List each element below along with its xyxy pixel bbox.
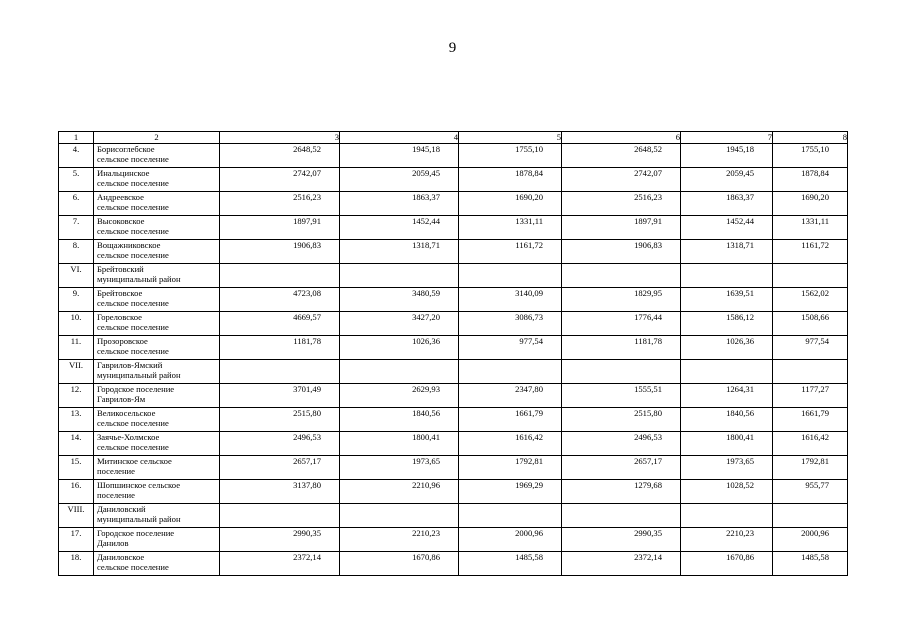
- row-name-line: поселение: [97, 466, 135, 477]
- row-number: 10.: [59, 312, 94, 336]
- value-cell: 2516,23: [220, 192, 340, 216]
- value-cell: 2059,45: [681, 168, 773, 192]
- table-row: [59, 192, 848, 216]
- row-number: VI.: [59, 264, 94, 288]
- value-cell: 1840,56: [340, 408, 459, 432]
- value-cell: 3427,20: [340, 312, 459, 336]
- table-row: [59, 432, 848, 456]
- value-cell: 1452,44: [340, 216, 459, 240]
- value-cell: 4723,08: [220, 288, 340, 312]
- value-cell: 1562,02: [773, 288, 848, 312]
- value-cell: 1969,29: [459, 480, 562, 504]
- value-cell: 1945,18: [681, 144, 773, 168]
- row-name-line: Гаврилов-Ям: [97, 394, 146, 405]
- value-cell: 2347,80: [459, 384, 562, 408]
- value-cell: 1485,58: [773, 552, 848, 576]
- table-row: [59, 384, 848, 408]
- row-name: [94, 432, 220, 456]
- value-cell: [773, 504, 848, 528]
- value-cell: 1161,72: [773, 240, 848, 264]
- value-cell: 1026,36: [340, 336, 459, 360]
- row-number: 8.: [59, 240, 94, 264]
- row-name: [94, 144, 220, 168]
- header-cell: 2: [94, 132, 220, 144]
- row-name-line: Митинское сельское: [97, 456, 172, 466]
- row-name-line: Даниловский: [97, 504, 146, 514]
- value-cell: 2990,35: [220, 528, 340, 552]
- row-name-line: поселение: [97, 490, 135, 501]
- row-number: 14.: [59, 432, 94, 456]
- row-name-line: Великосельское: [97, 408, 156, 418]
- value-cell: 1690,20: [459, 192, 562, 216]
- row-name-line: Данилов: [97, 538, 129, 549]
- value-cell: 1863,37: [681, 192, 773, 216]
- value-cell: [681, 360, 773, 384]
- value-cell: 4669,57: [220, 312, 340, 336]
- row-number: 12.: [59, 384, 94, 408]
- value-cell: 2516,23: [562, 192, 681, 216]
- value-cell: 1508,66: [773, 312, 848, 336]
- table-row: [59, 240, 848, 264]
- value-cell: 1661,79: [773, 408, 848, 432]
- row-name: [94, 552, 220, 576]
- row-name-line: Брейтовский: [97, 264, 144, 274]
- value-cell: [681, 264, 773, 288]
- value-cell: 1755,10: [773, 144, 848, 168]
- value-cell: [773, 264, 848, 288]
- value-cell: [562, 360, 681, 384]
- value-cell: [773, 360, 848, 384]
- value-cell: 2742,07: [562, 168, 681, 192]
- value-cell: [459, 264, 562, 288]
- value-cell: 1661,79: [459, 408, 562, 432]
- value-cell: 1973,65: [681, 456, 773, 480]
- row-number: 13.: [59, 408, 94, 432]
- value-cell: 2515,80: [562, 408, 681, 432]
- row-name: [94, 168, 220, 192]
- value-cell: 3480,59: [340, 288, 459, 312]
- row-name: [94, 384, 220, 408]
- value-cell: 1161,72: [459, 240, 562, 264]
- table-row: [59, 456, 848, 480]
- row-name-line: Борисоглебское: [97, 144, 155, 154]
- table-row: [59, 168, 848, 192]
- row-name: [94, 456, 220, 480]
- value-cell: [220, 504, 340, 528]
- value-cell: [562, 264, 681, 288]
- row-name-line: Инальцинское: [97, 168, 150, 178]
- value-cell: 2742,07: [220, 168, 340, 192]
- header-row: [59, 132, 848, 144]
- value-cell: 1485,58: [459, 552, 562, 576]
- value-cell: 1906,83: [562, 240, 681, 264]
- row-name: [94, 216, 220, 240]
- value-cell: 1279,68: [562, 480, 681, 504]
- value-cell: 1829,95: [562, 288, 681, 312]
- row-name-line: сельское поселение: [97, 202, 169, 213]
- value-cell: 1181,78: [562, 336, 681, 360]
- row-name-line: сельское поселение: [97, 322, 169, 333]
- table-row: [59, 264, 848, 288]
- row-name-line: Даниловское: [97, 552, 145, 562]
- row-name-line: Прозоровское: [97, 336, 148, 346]
- row-name: [94, 192, 220, 216]
- row-name-line: сельское поселение: [97, 442, 169, 453]
- row-number: VII.: [59, 360, 94, 384]
- value-cell: 1906,83: [220, 240, 340, 264]
- value-cell: 1639,51: [681, 288, 773, 312]
- value-cell: 2629,93: [340, 384, 459, 408]
- row-number: 18.: [59, 552, 94, 576]
- row-name-line: сельское поселение: [97, 298, 169, 309]
- value-cell: 2059,45: [340, 168, 459, 192]
- value-cell: 1792,81: [459, 456, 562, 480]
- row-name-line: Брейтовское: [97, 288, 143, 298]
- row-name-line: сельское поселение: [97, 346, 169, 357]
- value-cell: 1026,36: [681, 336, 773, 360]
- value-cell: 2648,52: [562, 144, 681, 168]
- row-name-line: Шопшинское сельское: [97, 480, 181, 490]
- value-cell: 977,54: [773, 336, 848, 360]
- row-name-line: сельское поселение: [97, 250, 169, 261]
- value-cell: 3140,09: [459, 288, 562, 312]
- value-cell: 1755,10: [459, 144, 562, 168]
- value-cell: [340, 360, 459, 384]
- table-row: [59, 528, 848, 552]
- value-cell: 1555,51: [562, 384, 681, 408]
- row-name: [94, 408, 220, 432]
- header-cell: 4: [340, 132, 459, 144]
- value-cell: 2210,23: [681, 528, 773, 552]
- value-cell: 1897,91: [562, 216, 681, 240]
- row-number: 5.: [59, 168, 94, 192]
- table-row: [59, 552, 848, 576]
- value-cell: 977,54: [459, 336, 562, 360]
- row-name-line: Заячье-Холмское: [97, 432, 160, 442]
- value-cell: 1670,86: [681, 552, 773, 576]
- value-cell: 2657,17: [562, 456, 681, 480]
- value-cell: 1670,86: [340, 552, 459, 576]
- value-cell: 1792,81: [773, 456, 848, 480]
- value-cell: 1586,12: [681, 312, 773, 336]
- row-name-line: Гореловское: [97, 312, 142, 322]
- row-name: [94, 360, 220, 384]
- data-table: [58, 131, 848, 576]
- value-cell: 1973,65: [340, 456, 459, 480]
- value-cell: 2657,17: [220, 456, 340, 480]
- value-cell: 3701,49: [220, 384, 340, 408]
- row-number: 15.: [59, 456, 94, 480]
- value-cell: 1318,71: [340, 240, 459, 264]
- header-cell: 5: [459, 132, 562, 144]
- value-cell: 1452,44: [681, 216, 773, 240]
- header-cell: 7: [681, 132, 773, 144]
- page-number: 9: [448, 40, 457, 56]
- row-number: 4.: [59, 144, 94, 168]
- value-cell: 2648,52: [220, 144, 340, 168]
- value-cell: 1897,91: [220, 216, 340, 240]
- row-name: [94, 312, 220, 336]
- table-row: [59, 480, 848, 504]
- value-cell: [220, 264, 340, 288]
- value-cell: 1800,41: [340, 432, 459, 456]
- table-row: [59, 360, 848, 384]
- value-cell: 1181,78: [220, 336, 340, 360]
- value-cell: 1863,37: [340, 192, 459, 216]
- value-cell: 1028,52: [681, 480, 773, 504]
- row-number: 7.: [59, 216, 94, 240]
- value-cell: [459, 360, 562, 384]
- value-cell: 1331,11: [459, 216, 562, 240]
- table-row: [59, 216, 848, 240]
- value-cell: 1331,11: [773, 216, 848, 240]
- value-cell: 2000,96: [459, 528, 562, 552]
- value-cell: 1878,84: [773, 168, 848, 192]
- row-number: VIII.: [59, 504, 94, 528]
- row-name-line: сельское поселение: [97, 154, 169, 165]
- row-name: [94, 264, 220, 288]
- header-cell: 6: [562, 132, 681, 144]
- value-cell: [220, 360, 340, 384]
- value-cell: [459, 504, 562, 528]
- value-cell: 1616,42: [773, 432, 848, 456]
- value-cell: 1177,27: [773, 384, 848, 408]
- value-cell: 1840,56: [681, 408, 773, 432]
- value-cell: 2990,35: [562, 528, 681, 552]
- value-cell: 1264,31: [681, 384, 773, 408]
- value-cell: 2496,53: [220, 432, 340, 456]
- row-name-line: Высоковское: [97, 216, 145, 226]
- row-number: 11.: [59, 336, 94, 360]
- value-cell: 2496,53: [562, 432, 681, 456]
- value-cell: [681, 504, 773, 528]
- row-name-line: муниципальный район: [97, 370, 181, 381]
- row-name-line: муниципальный район: [97, 274, 181, 285]
- row-name: [94, 528, 220, 552]
- value-cell: 2372,14: [562, 552, 681, 576]
- value-cell: 955,77: [773, 480, 848, 504]
- row-number: 9.: [59, 288, 94, 312]
- header-cell: 1: [59, 132, 94, 144]
- value-cell: 3137,80: [220, 480, 340, 504]
- value-cell: 2210,23: [340, 528, 459, 552]
- row-name-line: муниципальный район: [97, 514, 181, 525]
- row-name: [94, 336, 220, 360]
- value-cell: [340, 264, 459, 288]
- value-cell: 3086,73: [459, 312, 562, 336]
- row-name-line: сельское поселение: [97, 418, 169, 429]
- value-cell: [562, 504, 681, 528]
- value-cell: 1878,84: [459, 168, 562, 192]
- table-row: [59, 336, 848, 360]
- value-cell: 2515,80: [220, 408, 340, 432]
- value-cell: 2000,96: [773, 528, 848, 552]
- row-name-line: сельское поселение: [97, 226, 169, 237]
- row-name-line: Андреевское: [97, 192, 144, 202]
- header-cell: 8: [773, 132, 848, 144]
- value-cell: 2210,96: [340, 480, 459, 504]
- value-cell: 1690,20: [773, 192, 848, 216]
- row-name-line: Городское поселение: [97, 528, 175, 538]
- row-name-line: Вощажниковское: [97, 240, 161, 250]
- row-name-line: сельское поселение: [97, 562, 169, 573]
- table-row: [59, 408, 848, 432]
- header-cell: 3: [220, 132, 340, 144]
- row-name-line: сельское поселение: [97, 178, 169, 189]
- row-name-line: Городское поселение: [97, 384, 175, 394]
- table-row: [59, 288, 848, 312]
- row-number: 16.: [59, 480, 94, 504]
- value-cell: 1616,42: [459, 432, 562, 456]
- table-row: [59, 312, 848, 336]
- row-name: [94, 240, 220, 264]
- table-row: [59, 504, 848, 528]
- row-name: [94, 480, 220, 504]
- row-number: 6.: [59, 192, 94, 216]
- row-name: [94, 504, 220, 528]
- value-cell: 1945,18: [340, 144, 459, 168]
- row-name: [94, 288, 220, 312]
- value-cell: 2372,14: [220, 552, 340, 576]
- value-cell: 1800,41: [681, 432, 773, 456]
- table-row: [59, 144, 848, 168]
- value-cell: 1318,71: [681, 240, 773, 264]
- value-cell: [340, 504, 459, 528]
- row-number: 17.: [59, 528, 94, 552]
- value-cell: 1776,44: [562, 312, 681, 336]
- row-name-line: Гаврилов-Ямский: [97, 360, 163, 370]
